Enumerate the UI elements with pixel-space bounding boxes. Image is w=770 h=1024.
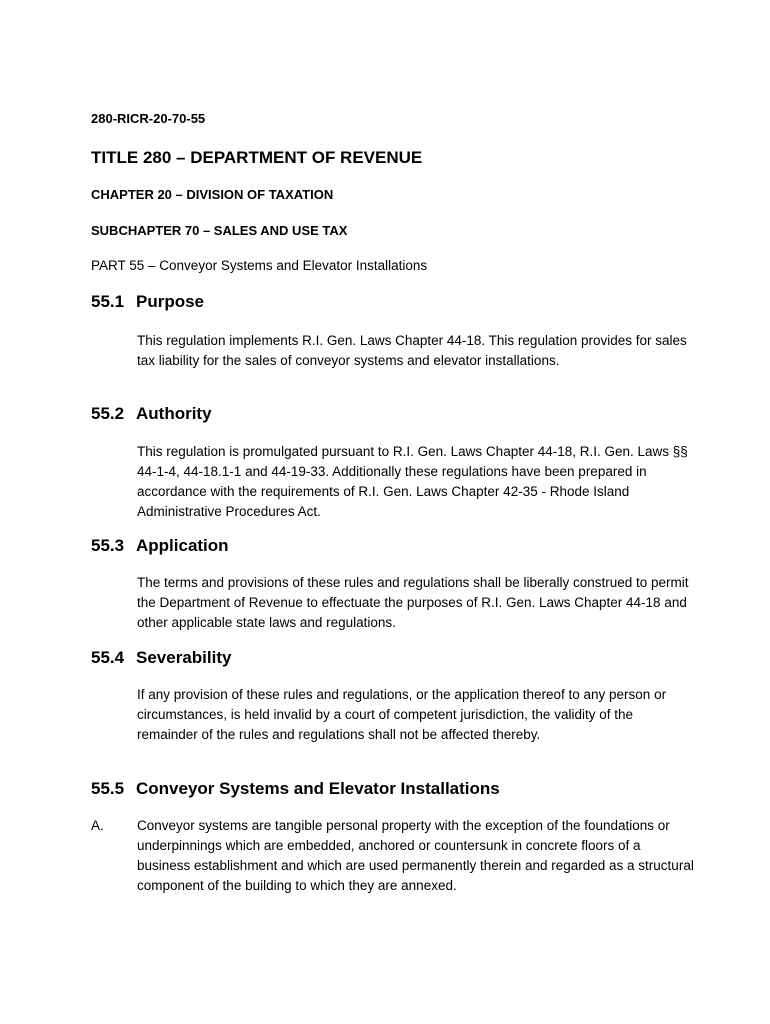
title-heading: TITLE 280 – DEPARTMENT OF REVENUE <box>91 148 423 167</box>
section-title: Severability <box>136 648 232 667</box>
regulation-code: 280-RICR-20-70-55 <box>91 111 206 126</box>
section-number: 55.3 <box>91 536 125 555</box>
section-heading-severability <box>91 648 231 668</box>
section-number: 55.1 <box>91 292 125 311</box>
section-text-application: The terms and provisions of these rules and regulations shall be liberally construed to permit the Department of Revenue to effectuate the purposes of R.I. Gen. Laws Chapter 44-18 and other applicable state laws and regulations. <box>137 575 689 630</box>
section-title: Application <box>136 536 229 555</box>
chapter-heading: CHAPTER 20 – DIVISION OF TAXATION <box>91 187 334 202</box>
section-number: 55.2 <box>91 404 125 423</box>
list-item-text: Conveyor systems are tangible personal property with the exception of the foundations or underpinnings which are embedded, anchored or countersunk in concrete floors of a business establishment and which are used permanently therein and regarded as a structural component of the building to which they are annexed. <box>137 818 694 893</box>
section-title: Conveyor Systems and Elevator Installations <box>136 779 500 798</box>
section-title: Purpose <box>136 292 205 311</box>
list-item-marker: A. <box>91 818 104 833</box>
section-text-purpose: This regulation implements R.I. Gen. Laws Chapter 44-18. This regulation provides for sales tax liability for the sales of conveyor systems and elevator installations. <box>137 333 687 368</box>
section-number: 55.5 <box>91 779 125 798</box>
section-text-authority: This regulation is promulgated pursuant to R.I. Gen. Laws Chapter 44-18, R.I. Gen. Laws §§ 44-1-4, 44-18.1-1 and 44-19-33. Additionally these regulations have been prepared in accordance with the requirements of R.I. Gen. Laws Chapter 42-35 - Rhode Island Administrative Procedures Act. <box>137 444 688 519</box>
part-heading: PART 55 – Conveyor Systems and Elevator Installations <box>91 258 428 273</box>
section-heading-authority <box>91 404 212 424</box>
subchapter-heading: SUBCHAPTER 70 – SALES AND USE TAX <box>91 223 348 238</box>
section-number: 55.4 <box>91 648 125 667</box>
section-heading-conveyor <box>91 779 500 799</box>
section-text-severability: If any provision of these rules and regulations, or the application thereof to any person or circumstances, is held invalid by a court of competent jurisdiction, the validity of the remainder of the rules and regulations shall not be affected thereby. <box>137 687 667 742</box>
section-heading-application <box>91 536 229 556</box>
section-heading-purpose <box>91 292 204 312</box>
section-title: Authority <box>136 404 212 423</box>
